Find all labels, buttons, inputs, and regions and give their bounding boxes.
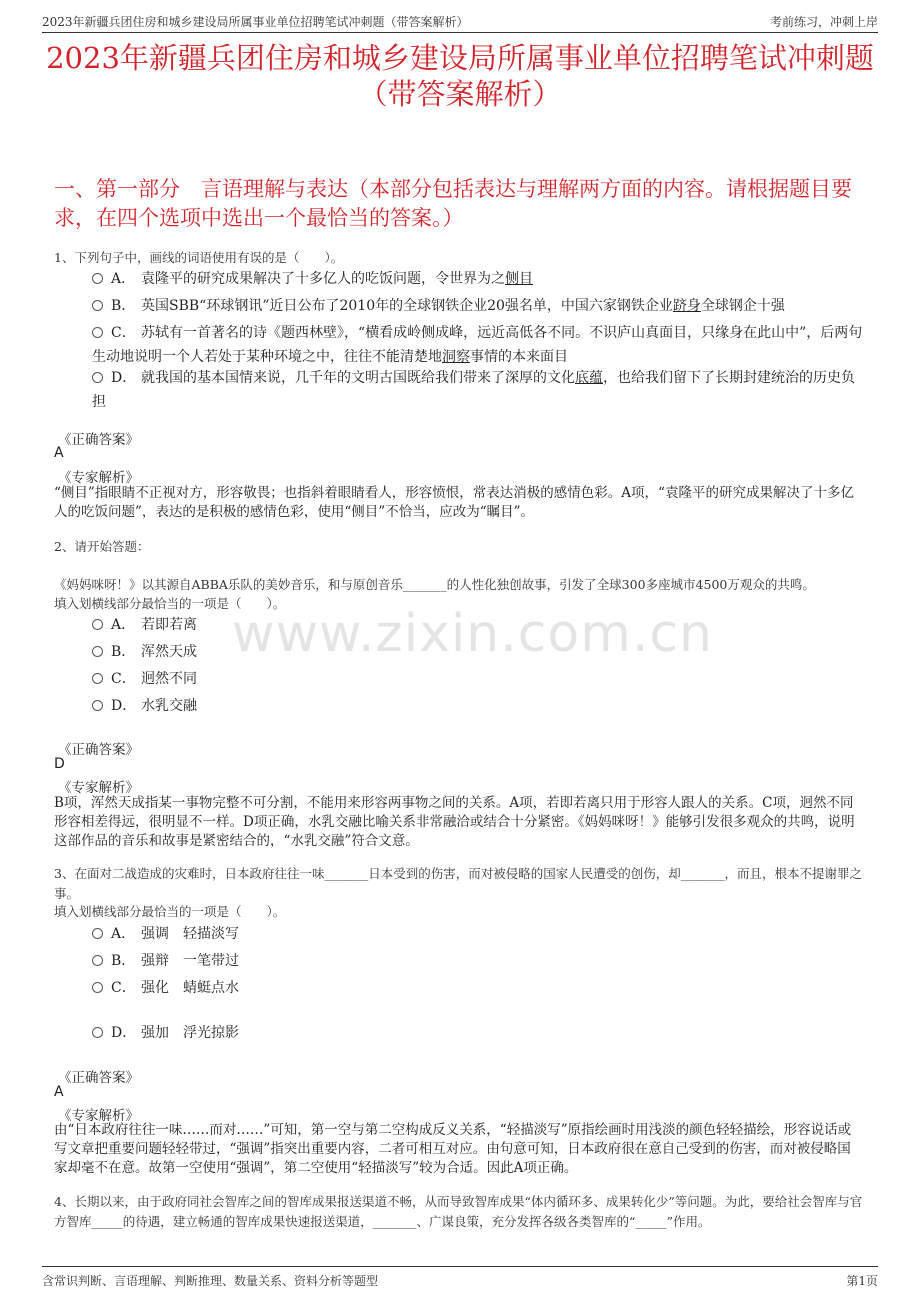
radio-icon[interactable] bbox=[92, 372, 103, 383]
radio-icon[interactable] bbox=[92, 955, 103, 966]
question-3-analysis: 由“日本政府往往一味……而对……”可知，第一空与第二空构成反义关系，“轻描淡写”原指绘画时用浅淡的颜色轻轻描绘，形容说话或写文章把重要问题轻轻带过，“强调”指突出重要内容，二者可相互对应。由句意可知，日本政府很在意自己受到的伤害，而对被侵略国家却毫不在意。故第一空使用“强调”，第二空使用“轻描淡写”较为合适。因此A项正确。 bbox=[54, 1122, 852, 1176]
radio-icon[interactable] bbox=[92, 982, 103, 993]
correct-answer-label: 《正确答案》 bbox=[58, 432, 139, 448]
question-1-answer: A bbox=[54, 445, 64, 461]
radio-icon[interactable] bbox=[92, 273, 103, 284]
question-3-option-b[interactable]: B． 强辩 一笔带过 bbox=[92, 949, 867, 973]
question-3-option-a[interactable]: A． 强调 轻描淡写 bbox=[92, 922, 867, 946]
header-slogan: 考前练习，冲刺上岸 bbox=[769, 15, 878, 29]
question-2-option-d[interactable]: D． 水乳交融 bbox=[92, 694, 867, 718]
question-2-answer: D bbox=[54, 756, 65, 772]
question-2-passage: 《妈妈咪呀！》以其源自ABBA乐队的美妙音乐，和与原创音乐_______的人性化独创故事，引发了全球300多座城市4500万观众的共鸣。 bbox=[54, 577, 815, 592]
correct-answer-label: 《正确答案》 bbox=[58, 742, 139, 758]
question-2-analysis: B项，浑然天成指某一事物完整不可分割，不能用来形容两事物之间的关系。A项，若即若离只用于形容人跟人的关系。C项，迥然不同形容相差得远，很明显不一样。D项正确，水乳交融比喻关系非常融洽或结合十分紧密。《妈妈咪呀！》能够引发很多观众的共鸣，说明这部作品的音乐和故事是紧密结合的，“水乳交融”符合文意。 bbox=[54, 795, 855, 849]
section-heading: 一、第一部分 言语理解与表达（本部分包括表达与理解两方面的内容。请根据题目要求，在四个选项中选出一个最恰当的答案。） bbox=[54, 177, 852, 230]
footer-topics: 含常识判断、言语理解、判断推理、数量关系、资料分析等题型 bbox=[42, 1274, 379, 1288]
question-2-prompt: 填入划横线部分最恰当的一项是（ ）。 bbox=[54, 596, 286, 611]
watermark: www.zixin.com.cn bbox=[232, 604, 713, 664]
correct-answer-label: 《正确答案》 bbox=[58, 1070, 139, 1086]
radio-icon[interactable] bbox=[92, 1027, 103, 1038]
document-title: 2023年新疆兵团住房和城乡建设局所属事业单位招聘笔试冲刺题（带答案解析） bbox=[46, 41, 874, 111]
analysis-label: 《专家解析》 bbox=[58, 780, 139, 796]
question-1-stem: 1、下列句子中，画线的词语使用有误的是（ ）。 bbox=[54, 250, 344, 265]
question-1-option-b[interactable]: B． 英国SBB“环球钢讯”近日公布了2010年的全球钢铁企业20强名单，中国六家钢铁企业跻身全球钢企十强 bbox=[92, 294, 867, 318]
question-1-option-c[interactable]: C． 苏轼有一首著名的诗《题西林壁》，“横看成岭侧成峰，远近高低各不同。不识庐山真面目，只缘身在此山中”，后两句生动地说明一个人若处于某种环境之中，往往不能清楚地洞察事情的本来面目 bbox=[92, 325, 863, 365]
question-2-option-a[interactable]: A． 若即若离 bbox=[92, 613, 867, 637]
question-3-option-d[interactable]: D． 强加 浮光掠影 bbox=[92, 1021, 867, 1045]
question-2-option-c[interactable]: C． 迥然不同 bbox=[92, 667, 867, 691]
radio-icon[interactable] bbox=[92, 673, 103, 684]
analysis-label: 《专家解析》 bbox=[58, 1108, 139, 1124]
radio-icon[interactable] bbox=[92, 646, 103, 657]
question-3-stem: 3、在面对二战造成的灾难时，日本政府往往一味_______日本受到的伤害，而对被侵略的国家人民遭受的创伤，却_______，而且，根本不提谢罪之事。 bbox=[54, 866, 862, 901]
page-footer bbox=[42, 1266, 878, 1289]
question-3-prompt: 填入划横线部分最恰当的一项是（ ）。 bbox=[54, 904, 286, 919]
radio-icon[interactable] bbox=[92, 327, 103, 338]
page-number: 第1页 bbox=[846, 1274, 878, 1288]
question-1-analysis: “侧目”指眼睛不正视对方，形容敬畏；也指斜着眼睛看人，形容愤恨，常表达消极的感情色彩。A项，“袁隆平的研究成果解决了十多亿人的吃饭问题”，表达的是积极的感情色彩，使用“侧目”不恰当，应改为“瞩目”。 bbox=[54, 485, 854, 520]
question-3-option-c[interactable]: C． 强化 蜻蜓点水 bbox=[92, 976, 867, 1000]
page-header bbox=[42, 10, 878, 33]
question-1-option-d[interactable]: D． 就我国的基本国情来说，几千年的文明古国既给我们带来了深厚的文化底蕴，也给我们留下了长期封建统治的历史负担 bbox=[92, 370, 855, 410]
radio-icon[interactable] bbox=[92, 700, 103, 711]
radio-icon[interactable] bbox=[92, 619, 103, 630]
question-4-stem: 4、长期以来，由于政府同社会智库之间的智库成果报送渠道不畅，从而导致智库成果“体内循环多、成果转化少”等问题。为此，要给社会智库与官方智库_____的待遇，建立畅通的智库成果快速报送渠道，_______、广谋良策，充分发挥各级各类智库的“_____”作用。 bbox=[54, 1194, 863, 1229]
question-1-option-a[interactable]: A． 袁隆平的研究成果解决了十多亿人的吃饭问题，令世界为之侧目 bbox=[92, 267, 867, 291]
question-2-option-b[interactable]: B． 浑然天成 bbox=[92, 640, 867, 664]
header-doc-title: 2023年新疆兵团住房和城乡建设局所属事业单位招聘笔试冲刺题（带答案解析） bbox=[42, 15, 469, 29]
radio-icon[interactable] bbox=[92, 300, 103, 311]
question-3-answer: A bbox=[54, 1084, 64, 1100]
analysis-label: 《专家解析》 bbox=[58, 470, 139, 486]
question-2-stem: 2、请开始答题： bbox=[54, 539, 150, 554]
radio-icon[interactable] bbox=[92, 928, 103, 939]
